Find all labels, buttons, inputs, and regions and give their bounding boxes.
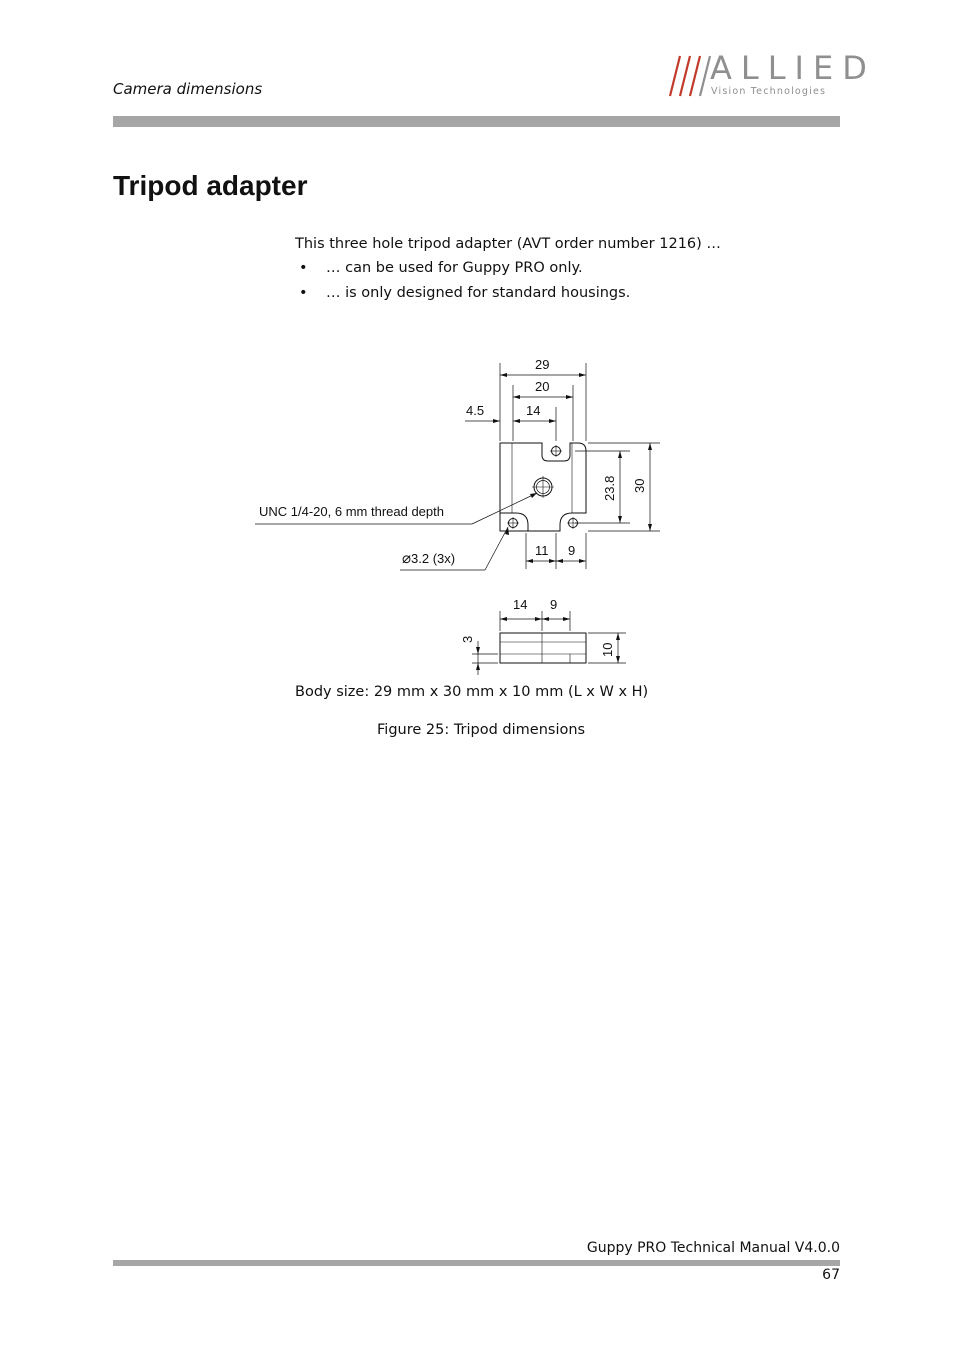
body-size-text: Body size: 29 mm x 30 mm x 10 mm (L x W x H): [295, 684, 649, 700]
allied-logo: [668, 49, 876, 102]
hole-diameter-label: [402, 550, 455, 567]
side-dim-height: 10: [600, 642, 615, 657]
thread-label: UNC 1/4-20, 6 mm thread depth: [259, 504, 444, 519]
dim-center: 14: [526, 403, 541, 418]
dim-offset: 4.5: [466, 403, 485, 418]
logo-word: ALLIED: [710, 49, 876, 87]
side-dim-right: 9: [550, 597, 558, 612]
header-rule: [113, 116, 840, 127]
bullet-text: … can be used for Guppy PRO only.: [326, 260, 583, 276]
tripod-dimension-drawing: [250, 355, 680, 685]
dim-hole-spacing: 20: [535, 379, 550, 394]
hole-label: 3.2 (3x): [411, 551, 456, 566]
footer-manual-title: Guppy PRO Technical Manual V4.0.0: [586, 1240, 840, 1256]
footer-rule: [113, 1260, 840, 1266]
bullet-icon: •: [299, 260, 308, 276]
bullet-text: … is only designed for standard housings.: [326, 285, 631, 301]
dim-bottom-right: 9: [568, 543, 576, 558]
diameter-icon: ⌀: [402, 550, 412, 567]
page-number: 67: [822, 1267, 840, 1283]
running-header: Camera dimensions: [113, 80, 263, 98]
bullet-icon: •: [299, 285, 308, 301]
adapter-outline-side: [500, 633, 586, 663]
dim-height-inner: 23.8: [602, 475, 617, 501]
logo-subtitle: Vision Technologies: [711, 86, 827, 97]
figure-caption: Figure 25: Tripod dimensions: [377, 722, 586, 738]
page-title: Tripod adapter: [113, 170, 308, 201]
side-dim-left: 14: [513, 597, 528, 612]
side-dim-step: 3: [460, 635, 475, 643]
intro-text: This three hole tripod adapter (AVT order number 1216) …: [295, 236, 721, 252]
dim-height: 30: [632, 478, 647, 493]
dim-bottom-left: 11: [535, 543, 549, 558]
dim-width: 29: [535, 357, 550, 372]
